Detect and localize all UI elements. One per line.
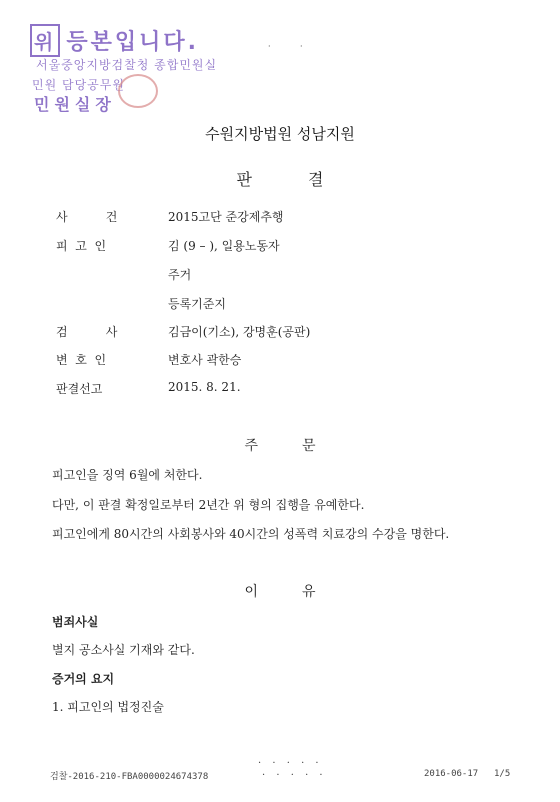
scan-dot: ·: [300, 42, 303, 51]
case-info-label: 판결선고: [56, 382, 103, 396]
case-info-label: 사 건: [56, 210, 118, 224]
scan-dot: ·: [268, 42, 271, 51]
document-id: 검찰-2016-210-FBA0000024674378: [50, 772, 209, 782]
stamp-box-char: 위: [30, 24, 60, 57]
order-line: 피고인을 징역 6월에 처한다.: [52, 468, 203, 482]
case-info-label: 검 사: [56, 325, 118, 339]
court-name: 수원지방법원 성남지원: [205, 125, 355, 143]
case-info-value: 김 (9 – ), 일용노동자: [168, 239, 280, 253]
case-info-value: 2015고단 준강제추행: [168, 210, 284, 224]
stamp-chief: 민원실장: [34, 95, 116, 114]
case-info-value: 등록기준지: [168, 297, 226, 311]
case-info-value: 김금이(기소), 강명훈(공판): [168, 325, 311, 339]
scan-dots: · · · · ·: [262, 770, 327, 781]
order-line: 피고인에게 80시간의 사회봉사와 40시간의 성폭력 치료강의 수강을 명한다.: [52, 527, 450, 541]
evidence-item: 1. 피고인의 법정진술: [52, 700, 164, 714]
reasons-heading: 이유: [244, 584, 360, 600]
crime-facts-text: 별지 공소사실 기재와 같다.: [52, 643, 195, 657]
crime-facts-heading: 범죄사실: [52, 615, 99, 629]
stamp-heading: [30, 24, 199, 57]
order-line: 다만, 이 판결 확정일로부터 2년간 위 형의 집행을 유예한다.: [52, 498, 365, 512]
case-info-value: 변호사 곽한승: [168, 353, 242, 367]
document-title: 판결: [236, 170, 380, 189]
official-seal: [118, 74, 158, 108]
case-info-label: 변 호 인: [56, 353, 107, 367]
case-info-label: 피 고 인: [56, 239, 107, 253]
case-info-value: 주거: [168, 268, 192, 282]
page-number: 1/5: [494, 769, 511, 779]
stamp-office: 서울중앙지방검찰청 종합민원실: [36, 58, 218, 72]
order-heading: 주문: [244, 438, 360, 454]
stamp-line1-text: 등본입니다.: [66, 30, 199, 55]
document-date: 2016-06-17: [424, 769, 479, 779]
case-info-value: 2015. 8. 21.: [168, 380, 241, 394]
evidence-heading: 증거의 요지: [52, 672, 115, 686]
stamp-officer: 민원 담당공무원: [32, 78, 125, 92]
scan-dots: · · · · ·: [258, 758, 323, 769]
